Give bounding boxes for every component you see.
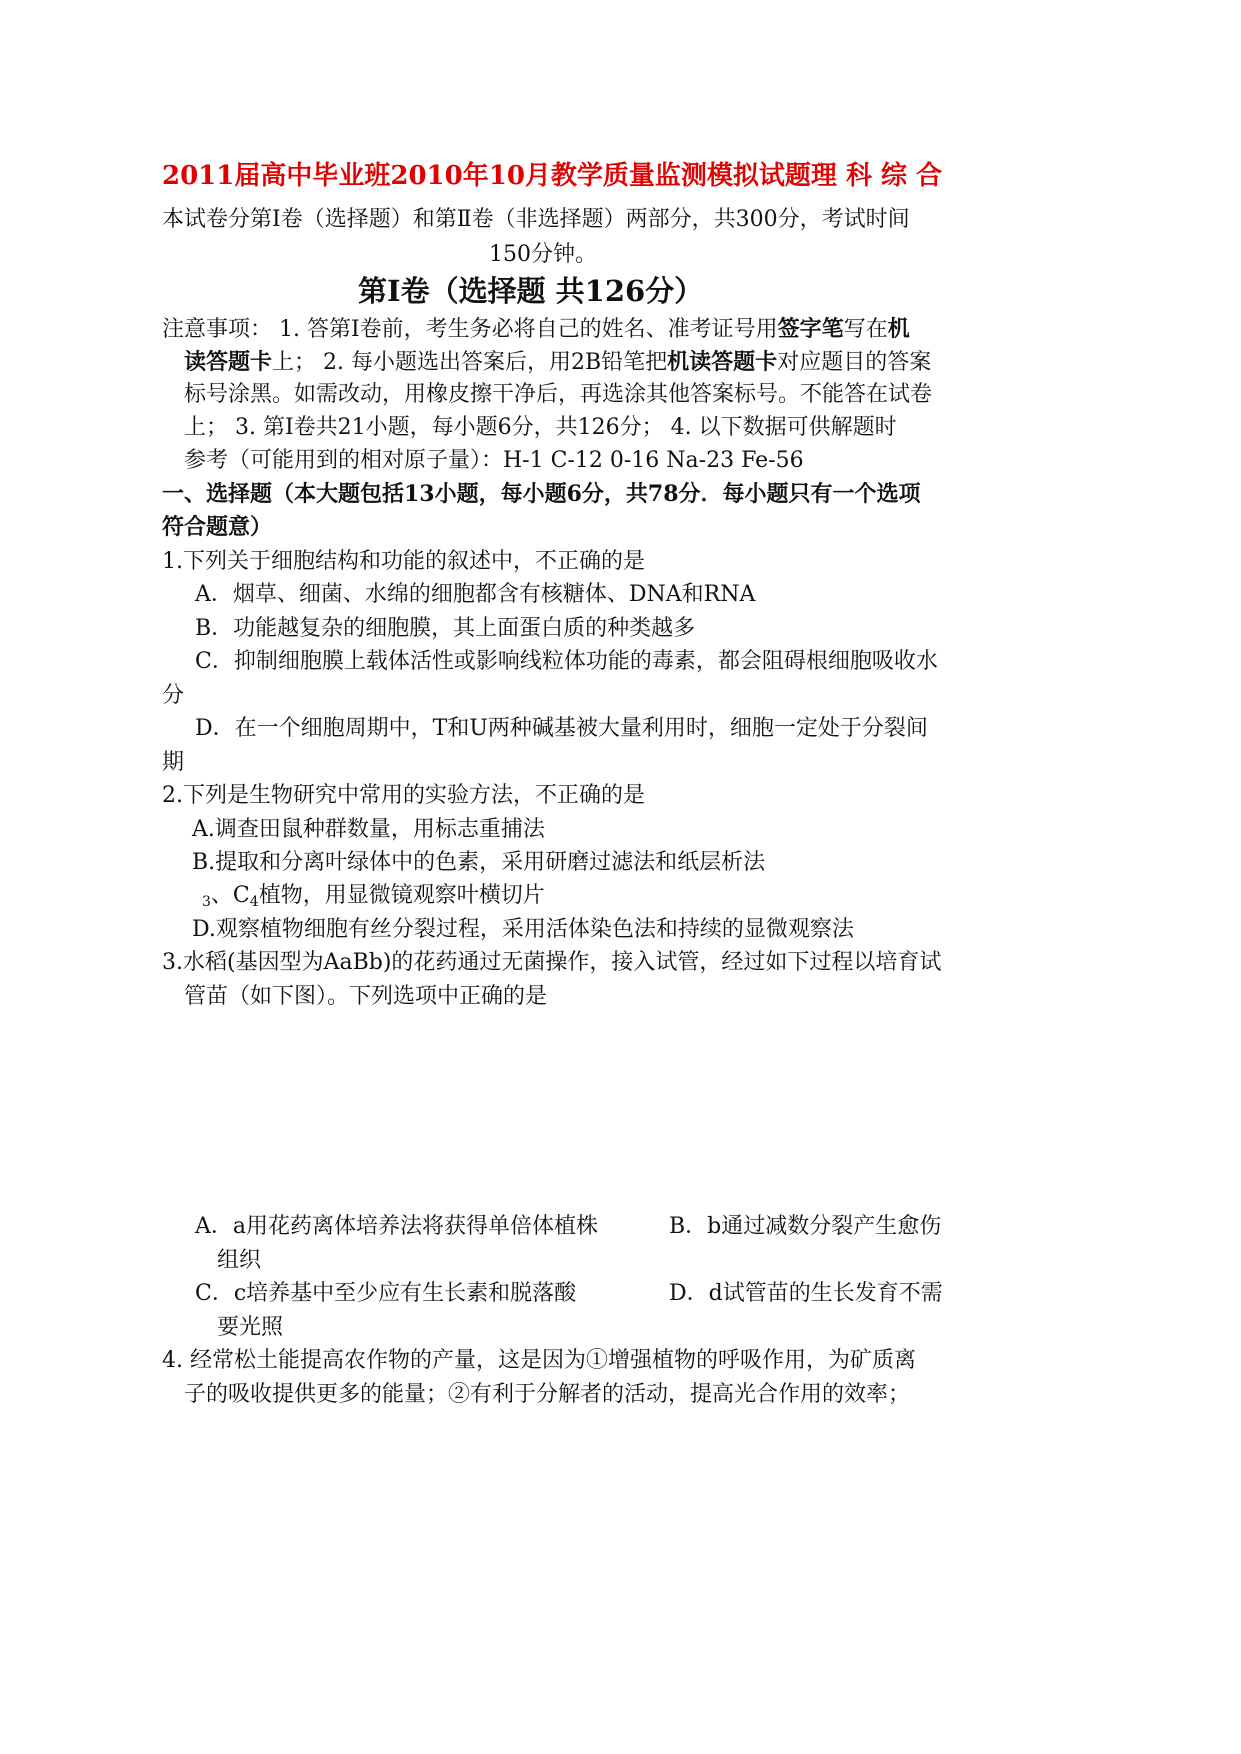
notes-emphasis: 读答题卡 xyxy=(184,349,273,375)
q1-option-b: B．功能越复杂的细胞膜，其上面蛋白质的种类越多 xyxy=(195,616,696,641)
notes-text: 写在 xyxy=(843,317,888,342)
intro-line-2: 150分钟。 xyxy=(489,242,597,267)
q1-stem: 1.下列关于细胞结构和功能的叙述中，不正确的是 xyxy=(162,549,645,574)
notes-line-2 xyxy=(184,347,931,378)
subscript: 3 xyxy=(202,894,211,910)
subscript: 4 xyxy=(249,894,259,910)
q2-c-text: 、C xyxy=(210,883,250,908)
q2-option-c xyxy=(202,881,545,917)
section-title: 第Ⅰ卷（选择题 共126分） xyxy=(358,274,704,308)
q3-option-a-cont: 组织 xyxy=(217,1248,262,1273)
q4-line-1: 4. 经常松土能提高农作物的产量，这是因为①增强植物的呼吸作用，为矿质离 xyxy=(162,1348,916,1373)
q4-line-2: 子的吸收提供更多的能量；②有利于分解者的活动，提高光合作用的效率； xyxy=(184,1382,911,1407)
q3-option-a: A．a用花药离体培养法将获得单倍体植株 xyxy=(195,1214,599,1239)
q3-option-c: C．c培养基中至少应有生长素和脱落酸 xyxy=(195,1281,577,1306)
q1-option-a: A．烟草、细菌、水绵的细胞都含有核糖体、DNA和RNA xyxy=(195,582,756,607)
q1-option-c-cont: 分 xyxy=(162,683,185,708)
q3-option-c-cont: 要光照 xyxy=(217,1315,284,1340)
notes-line-5: 参考（可能用到的相对原子量）：H-1 C-12 0-16 Na-23 Fe-56 xyxy=(184,448,804,473)
notes-line-4: 上； 3. 第Ⅰ卷共21小题，每小题6分，共126分； 4. 以下数据可供解题时 xyxy=(184,415,897,440)
q3-option-d: D．d试管苗的生长发育不需 xyxy=(669,1281,943,1306)
intro-line-1: 本试卷分第Ⅰ卷（选择题）和第Ⅱ卷（非选择题）两部分，共300分，考试时间 xyxy=(162,207,910,232)
q2-stem: 2.下列是生物研究中常用的实验方法，不正确的是 xyxy=(162,783,645,808)
notes-emphasis: 机读答题卡 xyxy=(667,349,778,375)
q2-option-b: B.提取和分离叶绿体中的色素，采用研磨过滤法和纸层析法 xyxy=(192,850,766,875)
q2-option-d: D.观察植物细胞有丝分裂过程，采用活体染色法和持续的显微观察法 xyxy=(192,917,854,942)
notes-text: 上； 2. 每小题选出答案后，用2B铅笔把 xyxy=(272,350,668,375)
q2-c-text: 植物，用显微镜观察叶横切片 xyxy=(258,883,545,908)
notes-line-1 xyxy=(162,314,910,345)
notes-emphasis: 机 xyxy=(887,316,910,342)
q1-option-c: C．抑制细胞膜上载体活性或影响线粒体功能的毒素，都会阻碍根细胞吸收水 xyxy=(195,649,938,674)
notes-line-3: 标号涂黑。如需改动，用橡皮擦干净后，再选涂其他答案标号。不能答在试卷 xyxy=(184,382,933,407)
notes-text: 注意事项： 1. 答第Ⅰ卷前，考生务必将自己的姓名、准考证号用 xyxy=(162,317,778,342)
q1-option-d: D．在一个细胞周期中，T和U两种碱基被大量利用时，细胞一定处于分裂间 xyxy=(195,716,928,741)
q1-option-d-cont: 期 xyxy=(162,750,185,775)
q2-option-a: A.调查田鼠种群数量，用标志重捕法 xyxy=(192,817,545,842)
part1-heading-2: 符合题意） xyxy=(162,514,273,540)
q3-stem-1: 3.水稻(基因型为AaBb)的花药通过无菌操作，接入试管，经过如下过程以培育试 xyxy=(162,950,942,975)
q3-stem-2: 管苗（如下图）。下列选项中正确的是 xyxy=(184,984,548,1009)
q3-option-b: B．b通过减数分裂产生愈伤 xyxy=(669,1214,942,1239)
exam-title: 2011届高中毕业班2010年10月教学质量监测模拟试题理 科 综 合 xyxy=(162,161,943,191)
notes-emphasis: 签字笔 xyxy=(777,316,844,342)
notes-text: 对应题目的答案 xyxy=(777,350,932,375)
part1-heading-1: 一、选择题（本大题包括13小题，每小题6分，共78分．每小题只有一个选项 xyxy=(162,481,921,507)
